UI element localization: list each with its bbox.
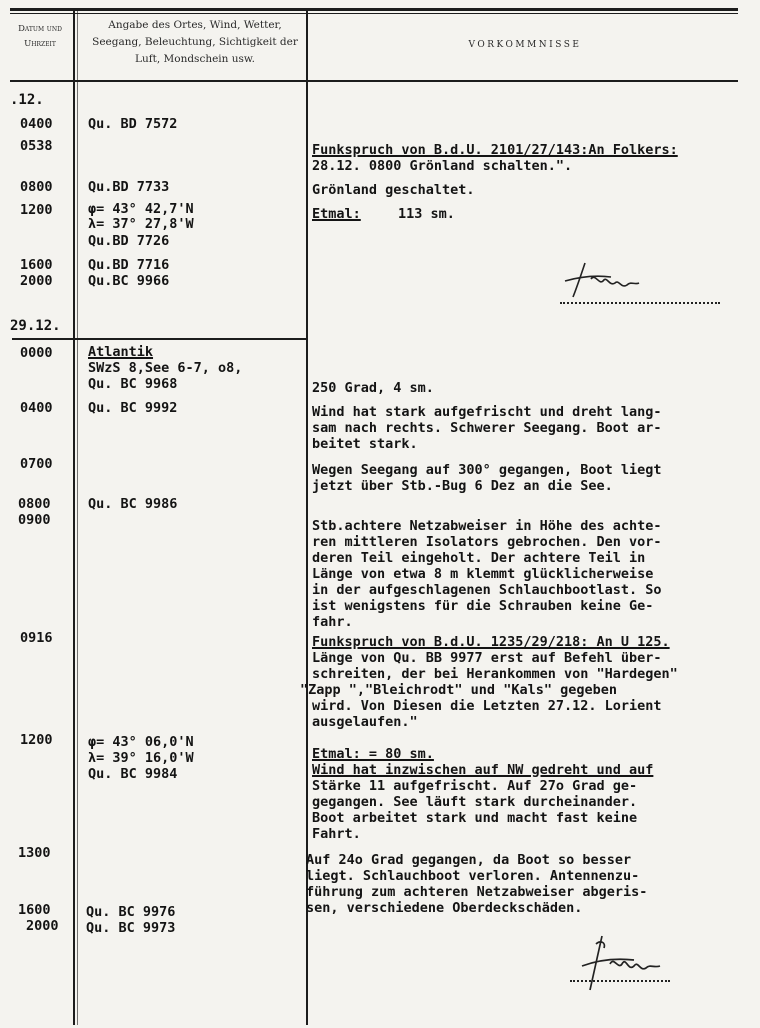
header-angabe: Angabe des Ortes, Wind, Wetter, Seegang, Beleuchtung, Sichtigkeit der Luft, Mondschein usw.	[92, 19, 298, 65]
entry-event: Grönland geschaltet.	[312, 182, 475, 198]
entry-time: 0800	[18, 496, 51, 512]
entry-event-line: wird. Von Diesen die Letzten 27.12. Lorient	[312, 698, 662, 714]
signature-1-dots	[560, 302, 720, 304]
entry-event-line: 28.12. 0800 Grönland schalten.".	[312, 158, 573, 174]
entry-event-line: "Zapp ","Bleichrodt" und "Kals" gegeben	[300, 682, 617, 698]
entry-time: 0400	[20, 400, 53, 416]
entry-event-line: gegangen. See läuft stark durcheinander.	[312, 794, 638, 810]
entry-event-line: Wind hat inzwischen auf NW gedreht und auf	[312, 762, 654, 778]
entry-event-line: Funkspruch von B.d.U. 2101/27/143:An Folkers:	[312, 142, 678, 158]
entry-place-line: λ= 37° 27,8'W	[88, 216, 194, 232]
entry-event-line: Stärke 11 aufgefrischt. Auf 27o Grad ge-	[312, 778, 638, 794]
entry-place: Qu. BC 9973	[86, 920, 176, 936]
entry-event-line: ausgelaufen."	[312, 714, 418, 730]
signature-2-dots	[570, 980, 670, 982]
entry-place-line: λ= 39° 16,0'W	[88, 750, 194, 766]
signature-2	[570, 930, 680, 1000]
entry-event-line: Wind hat stark aufgefrischt und dreht lang-	[312, 404, 662, 420]
entry-time: 0538	[20, 138, 53, 154]
entry-event-line: führung zum achteren Netzabweiser abgeris-	[306, 884, 648, 900]
entry-time: 1600	[20, 257, 53, 273]
top-border	[10, 8, 738, 11]
entry-event-line: Fahrt.	[312, 826, 361, 842]
day2-date: 29.12.	[10, 318, 61, 334]
entry-event-line: liegt. Schlauchboot verloren. Antennenzu-	[306, 868, 640, 884]
entry-time: 0000	[20, 345, 53, 361]
entry-event-line: Länge von Qu. BB 9977 erst auf Befehl über-	[312, 650, 662, 666]
entry-time: 0900	[18, 512, 51, 528]
top-border-inner	[10, 13, 738, 14]
entry-time: 2000	[26, 918, 59, 934]
entry-time: 1600	[18, 902, 51, 918]
entry-time: 2000	[20, 273, 53, 289]
entry-event-line: Funkspruch von B.d.U. 1235/29/218: An U 125.	[312, 634, 670, 650]
entry-event-line: sen, verschiedene Oberdeckschäden.	[306, 900, 583, 916]
entry-event-line: fahr.	[312, 614, 353, 630]
entry-time: 1200	[20, 202, 53, 218]
entry-place: Qu. BC 9986	[88, 496, 178, 512]
entry-place: Qu. BC 9976	[86, 904, 176, 920]
entry-place: Qu.BC 9966	[88, 273, 170, 289]
entry-place-line: φ= 43° 06,0'N	[88, 734, 194, 750]
etmal-label: Etmal:	[312, 206, 361, 222]
entry-place: Qu.BD 7716	[88, 257, 170, 273]
entry-event-line: ren mittleren Isolators gebrochen. Den vor-	[312, 534, 662, 550]
entry-place: Qu. BD 7572	[88, 116, 178, 132]
day1-date: .12.	[10, 92, 44, 108]
entry-place-line: Qu. BC 9968	[88, 376, 178, 392]
header-vorkommnisse: VORKOMMNISSE	[468, 40, 582, 50]
column-divider-1	[73, 10, 75, 1025]
day2-date-rule	[12, 338, 308, 340]
entry-event-line: deren Teil eingeholt. Der achtere Teil in	[312, 550, 646, 566]
entry-event: 250 Grad, 4 sm.	[312, 380, 434, 396]
entry-time: 0400	[20, 116, 53, 132]
entry-place-line: φ= 43° 42,7'N	[88, 201, 194, 217]
entry-event-line: Länge von etwa 8 m klemmt glücklicherweise	[312, 566, 654, 582]
entry-place-line: Qu. BC 9984	[88, 766, 178, 782]
entry-place: Qu.BD 7733	[88, 179, 170, 195]
entry-place-line: Qu.BD 7726	[88, 233, 170, 249]
column-divider-1b	[77, 10, 78, 1025]
entry-place-line: Atlantik	[88, 344, 154, 360]
entry-event-line: ist wenigstens für die Schrauben keine Ge-	[312, 598, 654, 614]
header-bottom-rule	[10, 80, 738, 82]
header-datum: Datum und Uhrzeit	[18, 24, 62, 49]
entry-event-line: Boot arbeitet stark und macht fast keine	[312, 810, 638, 826]
entry-time: 1200	[20, 732, 53, 748]
entry-event-line: sam nach rechts. Schwerer Seegang. Boot ar-	[312, 420, 662, 436]
entry-time: 0700	[20, 456, 53, 472]
entry-event-line: Etmal: = 80 sm.	[312, 746, 434, 762]
entry-time: 0916	[20, 630, 53, 646]
entry-event-line: Stb.achtere Netzabweiser in Höhe des achte-	[312, 518, 662, 534]
entry-time: 0800	[20, 179, 53, 195]
entry-event-line: in der aufgeschlagenen Schlauchbootlast. So	[312, 582, 662, 598]
entry-event-line: jetzt über Stb.-Bug 6 Dez an die See.	[312, 478, 613, 494]
entry-time: 1300	[18, 845, 51, 861]
entry-place: Qu. BC 9992	[88, 400, 178, 416]
entry-event-line: schreiten, der bei Herankommen von "Hardegen"	[312, 666, 678, 682]
entry-event-line: beitet stark.	[312, 436, 418, 452]
entry-event-line: Auf 24o Grad gegangen, da Boot so besser	[306, 852, 632, 868]
entry-place-line: SWzS 8,See 6-7, o8,	[88, 360, 243, 376]
entry-event-line: Wegen Seegang auf 300° gegangen, Boot liegt	[312, 462, 662, 478]
signature-1	[555, 255, 665, 305]
etmal-value: 113 sm.	[398, 206, 455, 222]
